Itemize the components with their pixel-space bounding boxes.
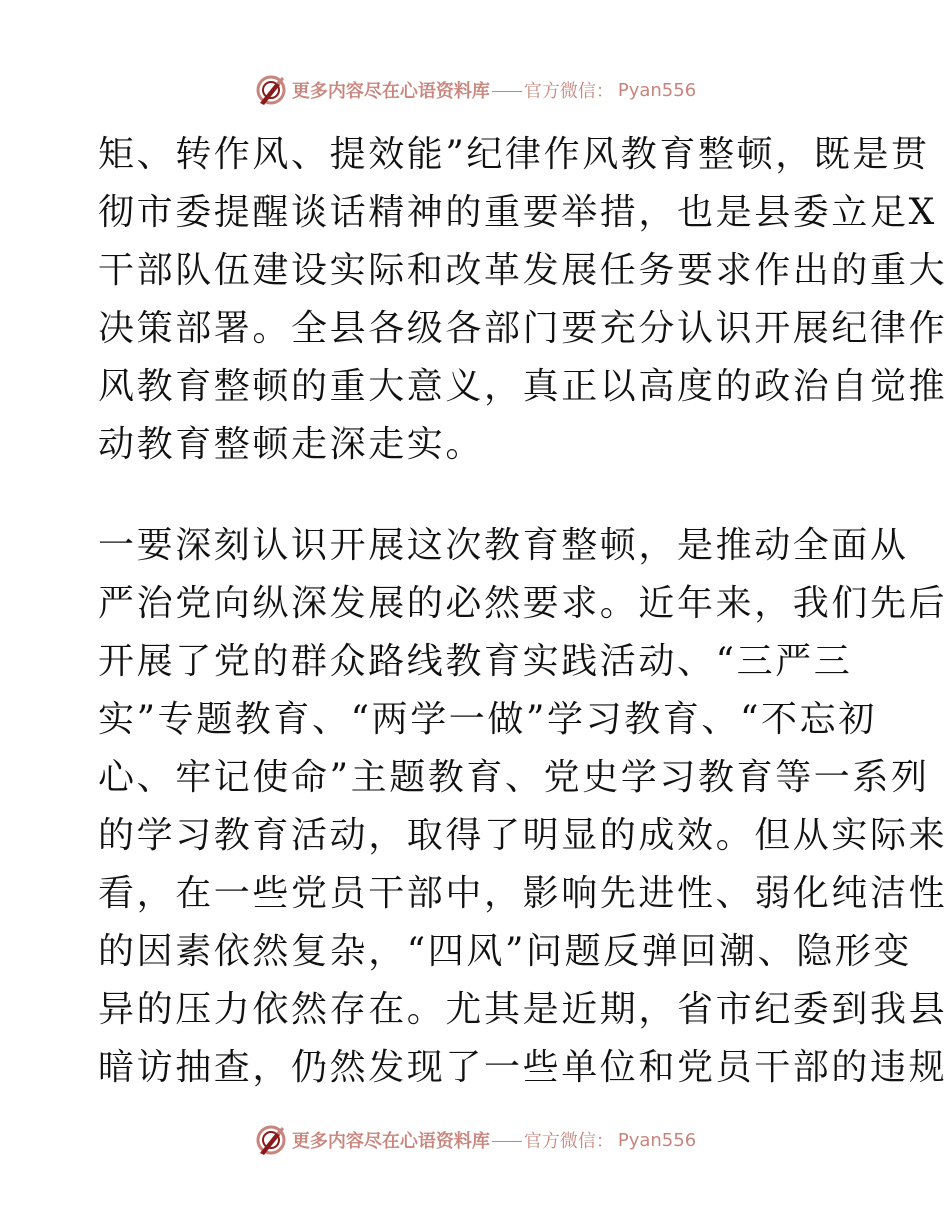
separator-dash [492,1141,522,1142]
text-line: 彻市委提醒谈话精神的重要举措，也是县委立足X [98,192,937,233]
separator-dash [492,91,522,92]
text-line: 动教育整顿走深走实。 [98,424,485,465]
site-name: 更多内容尽在心语资料库 [291,1131,490,1152]
text-line: 实”专题教育、“两学一做”学习教育、“不忘初 [98,699,877,740]
text-line: 干部队伍建设实际和改革发展任务要求作出的重大 [98,250,948,291]
text-line: 矩、转作风、提效能”纪律作风教育整顿，既是贯 [98,134,930,175]
brand-logo-icon [254,1123,288,1157]
wechat-label: 官方微信： [523,81,614,102]
text-line: 严治党向纵深发展的必然要求。近年来，我们先后 [98,583,948,624]
footer-banner [0,1120,950,1160]
paragraph-1 [98,126,948,474]
text-line: 一要深刻认识开展这次教育整顿，是推动全面从 [98,525,909,566]
text-line: 异的压力依然存在。尤其是近期，省市纪委到我县 [98,989,948,1030]
text-line: 心、牢记使命”主题教育、党史学习教育等一系列 [98,757,930,798]
text-line: 的学习教育活动，取得了明显的成效。但从实际来 [98,815,948,856]
brand-logo-icon [254,73,288,107]
paragraph-2 [98,517,948,1097]
site-name: 更多内容尽在心语资料库 [291,81,490,102]
text-line: 的因素依然复杂，“四风”问题反弹回潮、隐形变 [98,931,913,972]
wechat-label: 官方微信： [523,1131,614,1152]
wechat-id: Pyan556 [617,1129,697,1151]
text-line: 风教育整顿的重大意义，真正以高度的政治自觉推 [98,366,948,407]
text-line: 看，在一些党员干部中，影响先进性、弱化纯洁性 [98,873,948,914]
wechat-id: Pyan556 [617,79,697,101]
paragraph-gap [98,474,858,517]
text-line: 决策部署。全县各级各部门要充分认识开展纪律作 [98,308,948,349]
document-body [98,126,948,1097]
text-line: 开展了党的群众路线教育实践活动、“三严三 [98,641,853,682]
text-line: 暗访抽查，仍然发现了一些单位和党员干部的违规 [98,1047,948,1088]
header-banner [0,70,950,110]
